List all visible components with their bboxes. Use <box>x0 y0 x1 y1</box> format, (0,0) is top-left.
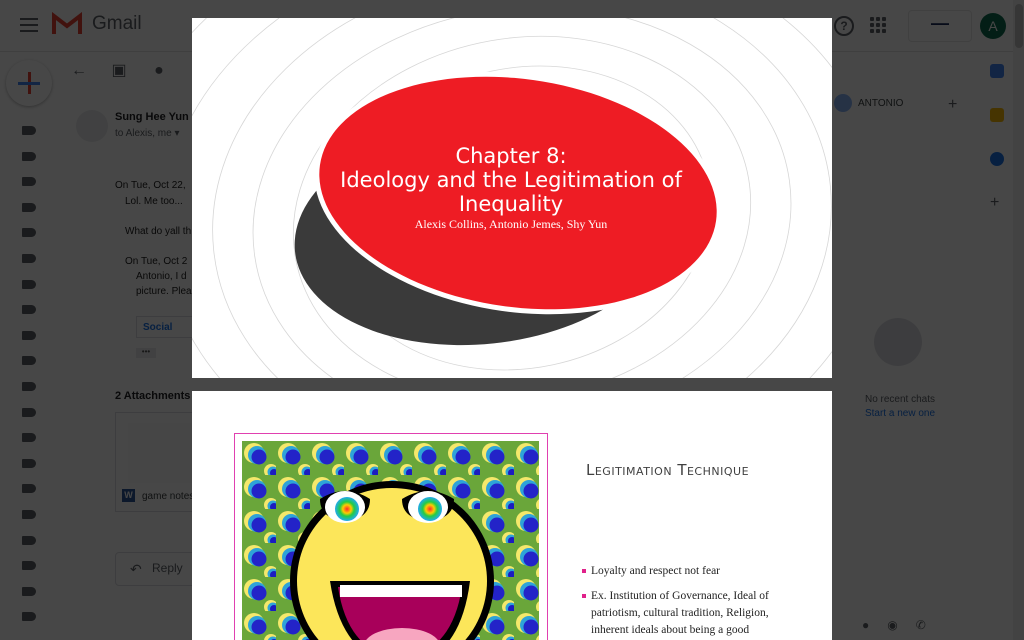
smiley-illusion-picture <box>242 441 539 640</box>
bullet-item: Loyalty and respect not fear <box>582 563 797 580</box>
bullet-item: Ex. Institution of Governance, Ideal of patriotism, cultural tradition, Religion, inherent ideals about being a good <box>582 588 797 639</box>
slide-1 <box>192 18 832 378</box>
slide-2 <box>192 391 832 640</box>
slide-heading: Legitimation Technique <box>586 461 750 479</box>
awesome-face-image <box>242 441 539 640</box>
slide-bullet-list <box>582 563 797 640</box>
slide-title-line: Inequality <box>458 192 564 216</box>
slide-title <box>316 144 706 216</box>
slide-title-line: Chapter 8: <box>455 144 567 168</box>
slide-authors: Alexis Collins, Antonio Jemes, Shy Yun <box>414 217 608 231</box>
slide-title-line: Ideology and the Legitimation of <box>340 168 682 192</box>
